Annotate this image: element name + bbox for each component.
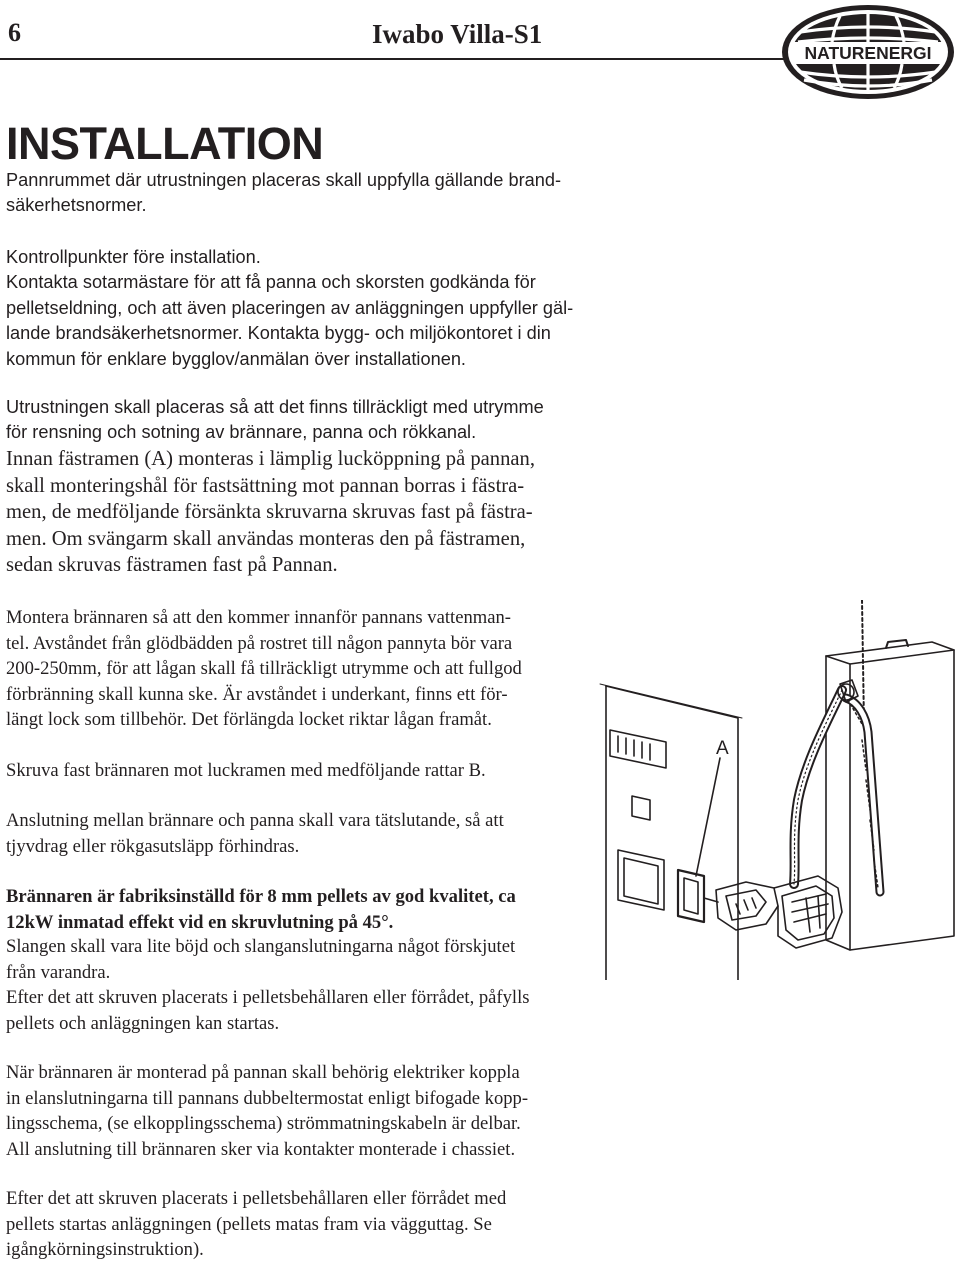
text-line: in elanslutningarna till pannans dubbeltermostat enligt bifogade kopp-: [6, 1087, 529, 1109]
text-line: Brännaren är fabriksinställd för 8 mm pellets av god kvalitet, ca: [6, 886, 516, 907]
connection-paragraph: [6, 808, 504, 859]
text-line: Slangen skall vara lite böjd och slanganslutningarna något förskjutet: [6, 936, 516, 957]
text-line: Pannrummet där utrustningen placeras skall uppfylla gällande brand-: [6, 170, 562, 190]
text-line: skall monteringshål för fastsättning mot pannan borras i fästra-: [6, 474, 525, 497]
placement-paragraph: [6, 395, 544, 446]
text-line: lande brandsäkerhetsnormer. Kontakta bygg- och miljökontoret i din: [6, 323, 551, 344]
screw-paragraph: [6, 758, 486, 784]
text-line: förbränning skall kunna ske. Är avståndet i underkant, finns ett för-: [6, 683, 508, 705]
text-line: Kontakta sotarmästare för att få panna och skorsten godkända för: [6, 272, 536, 293]
text-line: säkerhetsnormer.: [6, 195, 147, 216]
text-line: Efter det att skruven placerats i pelletsbehållaren eller förrådet, påfylls: [6, 987, 530, 1009]
text-line: 200-250mm, för att lågan skall få tillräckligt utrymme och att fullgod: [6, 658, 522, 680]
electrical-paragraph: [6, 1060, 528, 1162]
text-line: kommun för enklare bygglov/anmälan över installationen.: [6, 348, 466, 369]
startup-paragraph: [6, 1186, 506, 1263]
page-number: 6: [8, 18, 21, 47]
burner-mounting-paragraph: [6, 605, 522, 733]
mounting-frame-paragraph: [6, 446, 535, 579]
text-line: Efter det att skruven placerats i pelletsbehållaren eller förrådet med: [6, 1188, 507, 1209]
callout-label-a: A: [716, 738, 729, 759]
section-heading: INSTALLATION: [6, 118, 324, 169]
text-line: från varandra.: [6, 961, 111, 983]
factory-setting-notice: [6, 884, 516, 935]
text-line: pellets och anläggningen kan startas.: [6, 1012, 280, 1034]
text-line: sedan skruvas fästramen fast på Pannan.: [6, 554, 338, 577]
logo-text: NATURENERGI: [804, 43, 932, 63]
text-line: längt lock som tillbehör. Det förlängda locket riktar lågan framåt.: [6, 709, 492, 731]
text-line: All anslutning till brännaren sker via kontakter monterade i chassiet.: [6, 1138, 516, 1160]
text-line: 12kW inmatad effekt vid en skruvlutning på 45°.: [6, 911, 394, 933]
text-line: lingsschema, (se elkopplingsschema) strömmatningskabeln är delbar.: [6, 1113, 521, 1135]
text-line: men. Om svängarm skall användas monteras den på fästramen,: [6, 527, 526, 550]
text-line: Utrustningen skall placeras så att det finns tillräckligt med utrymme: [6, 397, 544, 417]
document-title: Iwabo Villa-S1: [372, 19, 543, 49]
checkpoints-paragraph: [6, 245, 573, 372]
text-line: Kontrollpunkter före installation.: [6, 247, 261, 267]
naturenergi-logo: [778, 2, 958, 102]
burner-installation-illustration: [596, 600, 960, 980]
text-line: men, de medföljande försänkta skruvarna skruvas fast på fästra-: [6, 501, 533, 524]
text-line: pellets startas anläggningen (pellets matas fram via vägguttag. Se: [6, 1213, 492, 1235]
text-line: När brännaren är monterad på pannan skall behörig elektriker koppla: [6, 1062, 520, 1083]
hose-paragraph: [6, 934, 530, 1036]
text-line: igångkörningsinstruktion).: [6, 1239, 204, 1261]
text-line: Skruva fast brännaren mot luckramen med medföljande rattar B.: [6, 760, 486, 781]
intro-paragraph: [6, 168, 561, 219]
text-line: Innan fästramen (A) monteras i lämplig lucköppning på pannan,: [6, 448, 535, 470]
text-line: tjyvdrag eller rökgasutsläpp förhindras.: [6, 835, 300, 857]
text-line: Anslutning mellan brännare och panna skall vara tätslutande, så att: [6, 810, 504, 831]
header-divider: [0, 58, 790, 60]
text-line: pelletseldning, och att även placeringen av anläggningen uppfyller gäl-: [6, 297, 574, 318]
text-line: för rensning och sotning av brännare, panna och rökkanal.: [6, 422, 477, 443]
text-line: Montera brännaren så att den kommer innanför pannans vattenman-: [6, 607, 511, 628]
text-line: tel. Avståndet från glödbädden på rostret till någon pannyta bör vara: [6, 632, 513, 654]
